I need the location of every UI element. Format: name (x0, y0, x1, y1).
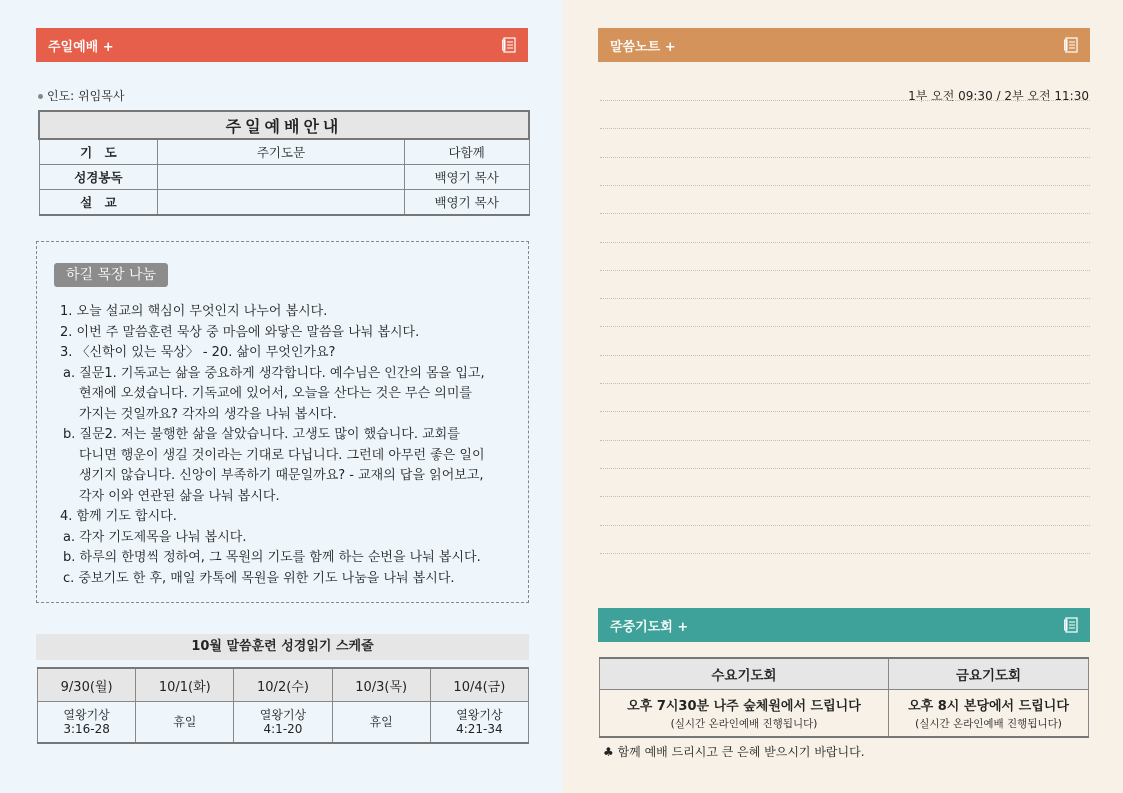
schedule-date: 10/4(금) (430, 668, 528, 702)
schedule-date: 10/1(화) (136, 668, 234, 702)
schedule-date: 10/3(목) (332, 668, 430, 702)
worship-section-header (36, 28, 528, 62)
schedule-book: 휴일 (369, 715, 393, 729)
schedule-date: 10/2(수) (234, 668, 332, 702)
notes-header-label: 말씀노트 + (610, 39, 676, 55)
prayer-time: 오후 8시 본당에서 드립니다 (908, 699, 1069, 714)
worship-header-label: 주일예배 + (48, 39, 114, 55)
schedule-book: 열왕기상 (456, 708, 503, 722)
prayer-cell (888, 690, 1088, 738)
note-line (600, 242, 1090, 243)
list-item: a. 각자 기도제목을 나눠 봅시다. (63, 529, 247, 545)
schedule-cell (136, 702, 234, 744)
note-icon (502, 37, 516, 53)
list-item: 생기지 않습니다. 신앙이 부족하기 때문일까요? - 교재의 답을 읽어보고, (79, 468, 484, 483)
note-line (600, 383, 1090, 384)
sharing-title: 하길 목장 나눔 (54, 263, 168, 287)
note-line (600, 440, 1090, 441)
prayer-column-title: 수요기도회 (600, 658, 889, 690)
note-line (600, 525, 1090, 526)
note-line (600, 553, 1090, 554)
schedule-book: 열왕기상 (259, 708, 307, 722)
prayer-table (599, 657, 1089, 738)
row-middle (158, 190, 404, 216)
worship-order-table (38, 110, 530, 216)
note-line (600, 270, 1090, 271)
row-right: 백영기 목사 (404, 190, 529, 216)
list-item: 가지는 것일까요? 각자의 생각을 나눠 봅시다. (79, 406, 337, 422)
table-row (39, 165, 529, 190)
note-line (600, 128, 1090, 129)
list-item: 3. 〈신학이 있는 묵상〉 - 20. 삶이 무엇인가요? (60, 345, 336, 360)
table-row (39, 190, 529, 216)
schedule-cell (332, 702, 430, 744)
schedule-cell (38, 702, 136, 744)
list-item: c. 중보기도 한 후, 매일 카톡에 목원을 위한 기도 나눔을 나눠 봅시다. (63, 570, 455, 586)
list-item: 2. 이번 주 말씀훈련 묵상 중 마음에 와닿은 말씀을 나눠 봅시다. (60, 324, 420, 340)
row-right: 백영기 목사 (404, 165, 529, 190)
schedule-verse: 4:21-34 (456, 722, 503, 736)
list-item: 1. 오늘 설교의 핵심이 무엇인지 나누어 봅시다. (60, 304, 328, 319)
row-middle (158, 165, 404, 190)
list-item: 4. 함께 기도 합시다. (60, 509, 177, 524)
prayer-footnote: ♣ 함께 예배 드리시고 큰 은혜 받으시기 바랍니다. (603, 745, 865, 759)
schedule-book: 휴일 (173, 715, 197, 729)
sharing-box (36, 241, 529, 603)
prayer-time: 오후 7시30분 나주 숲체원에서 드립니다 (627, 699, 861, 714)
prayer-online-note: (실시간 온라인예배 진행됩니다) (915, 718, 1062, 730)
schedule-book: 열왕기상 (63, 708, 110, 722)
schedule-cell (234, 702, 332, 744)
table-row (39, 139, 529, 165)
list-item: b. 질문2. 저는 불행한 삶을 살았습니다. 고생도 많이 했습니다. 교회를 (63, 427, 460, 442)
list-item: 각자 이와 연관된 삶을 나눠 봅시다. (79, 488, 280, 504)
bullet-icon (38, 94, 43, 99)
list-item: 다니면 행운이 생길 것이라는 기대로 다닙니다. 그런데 아무런 좋은 일이 (79, 447, 485, 463)
schedule-table (37, 667, 529, 744)
worship-table-title: 주일예배안내 (39, 111, 529, 139)
note-line (600, 100, 1090, 101)
row-label: 성경봉독 (39, 165, 158, 190)
note-line (600, 213, 1090, 214)
note-line (600, 298, 1090, 299)
schedule-cell (430, 702, 528, 744)
sharing-list (60, 302, 520, 589)
worship-leader (38, 87, 124, 104)
list-item: 현재에 오셨습니다. 기독교에 있어서, 오늘을 산다는 것은 무슨 의미를 (79, 386, 472, 401)
schedule-date: 9/30(월) (38, 668, 136, 702)
worship-time: 1부 오전 09:30 / 2부 오전 11:30 (908, 89, 1089, 103)
row-label: 설 교 (39, 190, 158, 216)
prayer-header-label: 주중기도회 + (610, 619, 689, 635)
schedule-verse: 4:1-20 (263, 722, 303, 736)
prayer-cell (600, 690, 889, 738)
list-item: a. 질문1. 기독교는 삶을 중요하게 생각합니다. 예수님은 인간의 몸을 입고, (63, 365, 485, 381)
prayer-online-note: (실시간 온라인예배 진행됩니다) (670, 718, 818, 730)
note-line (600, 157, 1090, 158)
list-item: b. 하루의 한명씩 정하여, 그 목원의 기도를 함께 하는 순번을 나눠 봅시다. (63, 550, 481, 565)
prayer-section-header (598, 608, 1090, 642)
note-line (600, 411, 1090, 412)
note-icon (1064, 37, 1078, 53)
worship-leader-text: 인도: 위임목사 (47, 89, 125, 103)
notes-section-header (598, 28, 1090, 62)
prayer-column-title: 금요기도회 (888, 658, 1088, 690)
note-line (600, 468, 1090, 469)
row-right: 다함께 (404, 139, 529, 165)
schedule-verse: 3:16-28 (63, 722, 110, 736)
note-line (600, 355, 1090, 356)
note-line (600, 185, 1090, 186)
row-middle: 주기도문 (158, 139, 404, 165)
row-label: 기 도 (39, 139, 158, 165)
note-line (600, 326, 1090, 327)
schedule-title: 10월 말씀훈련 성경읽기 스케줄 (36, 634, 529, 660)
note-line (600, 496, 1090, 497)
note-icon (1064, 617, 1078, 633)
